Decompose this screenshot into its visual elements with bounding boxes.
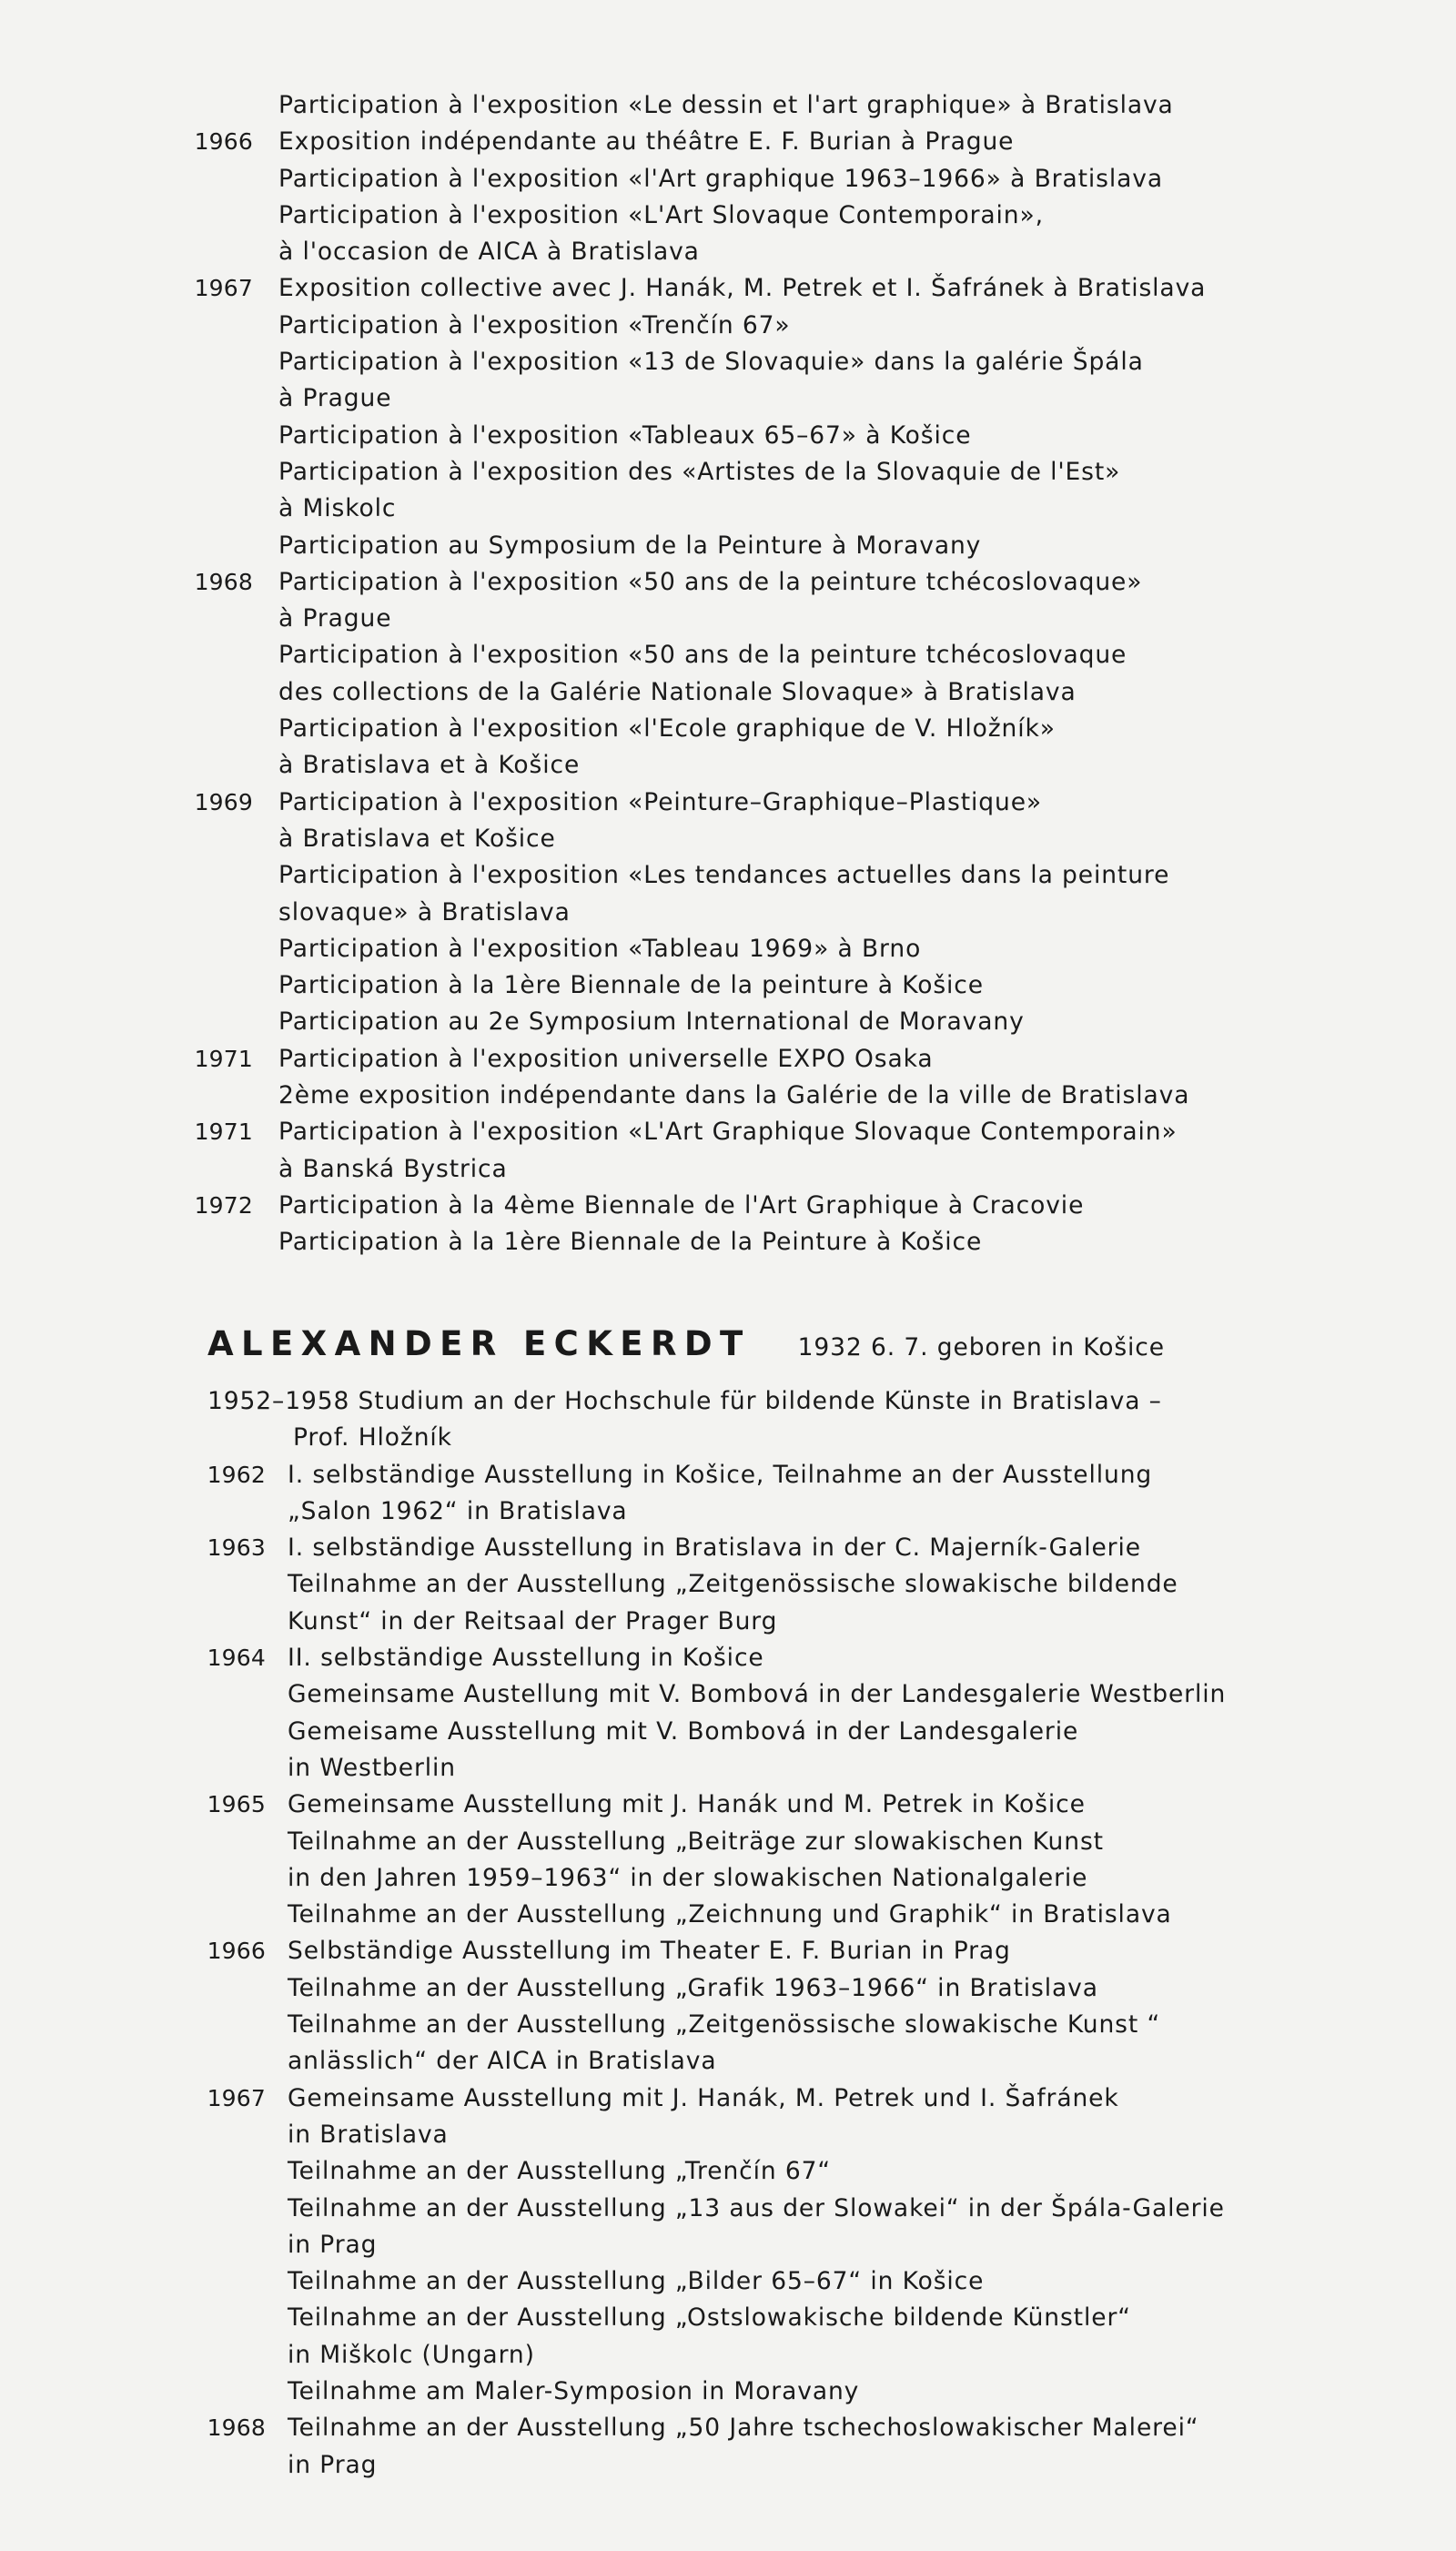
entry-line: in Westberlin (288, 1753, 456, 1782)
entry-year: 1968 (194, 568, 253, 595)
cv-entry (0, 1383, 1456, 1457)
artist-header (0, 1324, 1456, 1363)
entry-line: Gemeinsame Ausstellung mit J. Hanák, M. Petrek und I. Šafránek (288, 2083, 1119, 2112)
cv-entry (0, 1114, 1456, 1188)
entry-line: Gemeinsame Ausstellung mit J. Hanák und M. Petrek in Košice (288, 1790, 1086, 1819)
entry-line: à Bratislava et à Košice (278, 751, 581, 780)
entry-line: Participation à l'exposition «Tableaux 65–67» à Košice (278, 420, 972, 450)
entry-line: I. selbständige Ausstellung in Bratislava in der C. Majerník-Galerie (288, 1534, 1141, 1563)
entry-year: 1966 (207, 1938, 266, 1965)
entry-line: Participation à l'exposition «L'Art Slovaque Contemporain», (278, 200, 1044, 229)
entry-line: 2ème exposition indépendante dans la Galérie de la ville de Bratislava (278, 1081, 1190, 1110)
artist-name: ALEXANDER ECKERDT (207, 1324, 751, 1363)
entry-year: 1966 (194, 128, 253, 156)
entry-line: Teilnahme an der Ausstellung „Grafik 1963–1966“ in Bratislava (288, 1973, 1098, 2002)
entry-year: 1964 (207, 1645, 266, 1672)
entry-line: des collections de la Galérie Nationale Slovaque» à Bratislava (278, 677, 1077, 706)
entry-line: II. selbständige Ausstellung in Košice (288, 1644, 764, 1673)
entry-year: 1972 (194, 1191, 253, 1219)
entry-line: Teilnahme an der Ausstellung „13 aus der Slowakei“ in der Špála-Galerie (288, 2193, 1225, 2222)
cv-entry (0, 1530, 1456, 1640)
entry-line: Exposition collective avec J. Hanák, M. Petrek et I. Šafránek à Bratislava (278, 274, 1207, 303)
entry-line: Participation à l'exposition «50 ans de la peinture tchécoslovaque» (278, 567, 1143, 596)
french-exhibition-list (0, 87, 1456, 1261)
entry-year: 1968 (207, 2414, 266, 2442)
entry-line: I. selbständige Ausstellung in Košice, Teilnahme an der Ausstellung (288, 1460, 1153, 1489)
cv-entry (0, 1640, 1456, 1787)
entry-line: Exposition indépendante au théâtre E. F. Burian à Prague (278, 127, 1015, 157)
entry-line: Teilnahme an der Ausstellung „50 Jahre tschechoslowakischer Malerei“ (288, 2414, 1199, 2443)
entry-line: Teilnahme an der Ausstellung „Zeitgenössische slowakische bildende (288, 1570, 1178, 1599)
cv-entry (0, 270, 1456, 563)
entry-line: Participation à l'exposition «Le dessin et l'art graphique» à Bratislava (278, 91, 1174, 119)
entry-line: Participation à l'exposition «Tableau 1969» à Brno (278, 934, 922, 963)
entry-line: „Salon 1962“ in Bratislava (288, 1496, 628, 1525)
entry-line: à Bratislava et Košice (278, 824, 556, 853)
entry-line: in Prag (288, 2230, 378, 2259)
entry-line: Teilnahme an der Ausstellung „Zeichnung und Graphik“ in Bratislava (288, 1900, 1172, 1929)
entry-line: à l'occasion de AICA à Bratislava (278, 238, 700, 267)
entry-line: Participation à l'exposition «Trenčín 67» (278, 310, 791, 339)
entry-line: Teilnahme an der Ausstellung „Bilder 65–67“ in Košice (288, 2267, 985, 2296)
entry-line: Kunst“ in der Reitsaal der Prager Burg (288, 1606, 778, 1635)
entry-line: à Prague (278, 604, 392, 633)
entry-line: Participation à l'exposition «13 de Slovaquie» dans la galérie Špála (278, 348, 1144, 377)
entry-line: in Prag (288, 2450, 378, 2479)
entry-line: Prof. Hložník (293, 1423, 452, 1453)
entry-year: 1967 (194, 275, 253, 302)
entry-line: Participation à l'exposition «Les tendances actuelles dans la peinture (278, 861, 1170, 890)
entry-line: Teilnahme an der Ausstellung „Beiträge zur slowakischen Kunst (288, 1827, 1104, 1856)
entry-line: Selbständige Ausstellung im Theater E. F. Burian in Prag (288, 1937, 1011, 1966)
entry-line: Participation à l'exposition «Peinture–Graphique–Plastique» (278, 787, 1043, 816)
entry-line: à Miskolc (278, 494, 397, 523)
cv-entry (0, 1933, 1456, 2080)
entry-line: Participation à la 4ème Biennale de l'Art Graphique à Cracovie (278, 1190, 1085, 1220)
entry-line: à Prague (278, 384, 392, 413)
entry-line: Participation à l'exposition «50 ans de la peinture tchécoslovaque (278, 641, 1127, 670)
entry-line: à Banská Bystrica (278, 1154, 508, 1183)
entry-line: Participation au Symposium de la Peinture à Moravany (278, 531, 982, 560)
cv-entry (0, 564, 1456, 785)
entry-line: Participation à l'exposition universelle EXPO Osaka (278, 1044, 934, 1073)
cv-entry (0, 2410, 1456, 2484)
cv-entry (0, 1188, 1456, 1261)
entry-line: 1952–1958 Studium an der Hochschule für bildende Künste in Bratislava – (207, 1387, 1162, 1415)
entry-line: Gemeisame Ausstellung mit V. Bombová in der Landesgalerie (288, 1716, 1079, 1746)
entry-year: 1971 (194, 1119, 253, 1146)
entry-year: 1969 (194, 788, 253, 815)
german-biography (0, 1324, 1456, 2484)
entry-line: Participation à l'exposition «L'Art Graphique Slovaque Contemporain» (278, 1118, 1178, 1147)
entry-line: Participation à la 1ère Biennale de la Peinture à Košice (278, 1228, 983, 1257)
entry-line: in Bratislava (288, 2120, 449, 2149)
entry-year: 1963 (207, 1534, 266, 1562)
entry-line: Gemeinsame Austellung mit V. Bombová in der Landesgalerie Westberlin (288, 1680, 1227, 1709)
entry-line: Participation à l'exposition des «Artistes de la Slovaquie de l'Est» (278, 457, 1121, 486)
entry-year: 1967 (207, 2084, 266, 2111)
artist-birth: 1932 6. 7. geboren in Košice (797, 1333, 1165, 1362)
cv-entry (0, 1041, 1456, 1115)
cv-entry (0, 1787, 1456, 1933)
entry-year: 1971 (194, 1045, 253, 1072)
cv-entry (0, 785, 1456, 1041)
entry-line: Participation à la 1ère Biennale de la peinture à Košice (278, 971, 984, 1000)
entry-line: Participation à l'exposition «l'Ecole graphique de V. Hložník» (278, 714, 1056, 744)
entry-year: 1965 (207, 1791, 266, 1818)
cv-entry (0, 124, 1456, 270)
entry-line: in Miškolc (Ungarn) (288, 2340, 535, 2369)
cv-entry (0, 1457, 1456, 1531)
entry-line: anlässlich“ der AICA in Bratislava (288, 2047, 717, 2076)
entry-line: in den Jahren 1959–1963“ in der slowakischen Nationalgalerie (288, 1863, 1088, 1892)
entry-line: Participation à l'exposition «l'Art graphique 1963–1966» à Bratislava (278, 164, 1163, 193)
cv-entry (0, 87, 1456, 124)
entry-line: slovaque» à Bratislava (278, 897, 571, 926)
entry-line: Teilnahme an der Ausstellung „Trenčín 67“ (288, 2157, 832, 2186)
cv-entry (0, 2080, 1456, 2411)
entry-line: Participation au 2e Symposium International de Moravany (278, 1007, 1025, 1037)
entry-line: Teilnahme an der Ausstellung „Zeitgenössische slowakische Kunst “ (288, 2010, 1161, 2040)
entry-year: 1962 (207, 1461, 266, 1488)
entry-line: Teilnahme am Maler-Symposion in Moravany (288, 2377, 860, 2406)
entry-line: Teilnahme an der Ausstellung „Ostslowakische bildende Künstler“ (288, 2303, 1131, 2333)
